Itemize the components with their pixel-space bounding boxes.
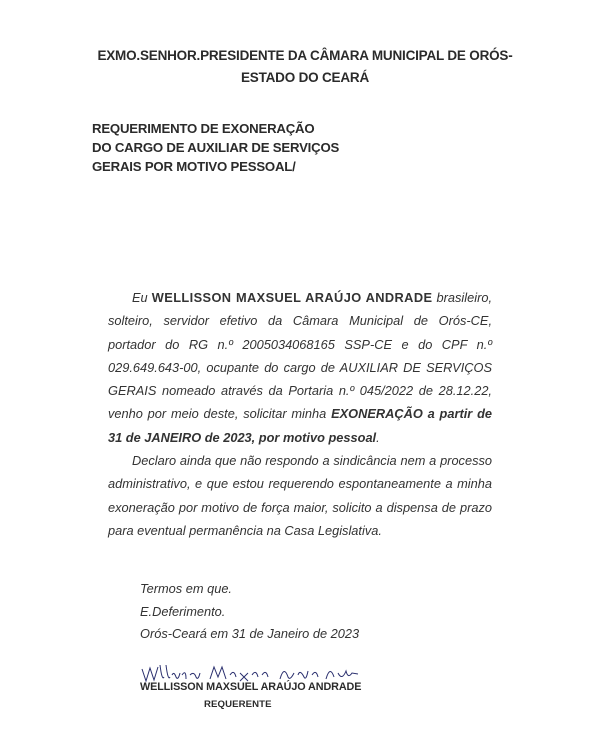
- closing-block: [140, 578, 359, 646]
- exoneration-request: EXONERAÇÃO a partir de 31 de JANEIRO de 2023, por motivo pessoal: [108, 406, 492, 445]
- request-subject: [92, 119, 339, 176]
- applicant-name: WELLISSON MAXSUEL ARAÚJO ANDRADE: [151, 290, 433, 305]
- addressee-line-2: ESTADO DO CEARÁ: [240, 70, 369, 85]
- closing-terms: Termos em que.: [140, 581, 232, 596]
- signatory-role: REQUERENTE: [204, 699, 272, 710]
- body-text-1: brasileiro, solteiro, servidor efetivo da Câmara Municipal de Orós-CE, portador do RG n.º 2005034068165 SSP-CE e do CPF n.º 029.649.643-00, ocupante do cargo de AUXILIAR DE SERVIÇOS GERAIS nomeado através da Portaria n.º 045/2022 de 28.12.22, venho por meio deste, solicitar minha: [108, 290, 493, 422]
- body-text-2: Declaro ainda que não respondo a sindicância nem a processo administrativo, e que estou requerendo espontaneamente a minha exoneração por motivo de força maior, solicito a dispensa de prazo para eventual permanência na Casa Legislativa.: [108, 453, 492, 538]
- body-intro: Eu: [132, 290, 148, 305]
- subject-line-3: GERAIS POR MOTIVO PESSOAL/: [92, 159, 296, 174]
- place-date: Orós-Ceará em 31 de Janeiro de 2023: [140, 626, 360, 641]
- addressee-header: [70, 45, 540, 89]
- body-paragraph-1: [108, 286, 492, 449]
- signatory-name: WELLISSON MAXSUEL ARAÚJO ANDRADE: [140, 681, 362, 693]
- addressee-line-1: EXMO.SENHOR.PRESIDENTE DA CÂMARA MUNICIPAL DE ORÓS-: [97, 48, 513, 63]
- subject-line-1: REQUERIMENTO DE EXONERAÇÃO: [92, 121, 315, 136]
- closing-deferment: E.Deferimento.: [140, 603, 226, 619]
- body-text-1-end: .: [376, 429, 380, 445]
- subject-line-2: DO CARGO DE AUXILIAR DE SERVIÇOS: [92, 140, 340, 155]
- body-paragraph-2: [108, 449, 492, 542]
- request-body: [108, 286, 492, 542]
